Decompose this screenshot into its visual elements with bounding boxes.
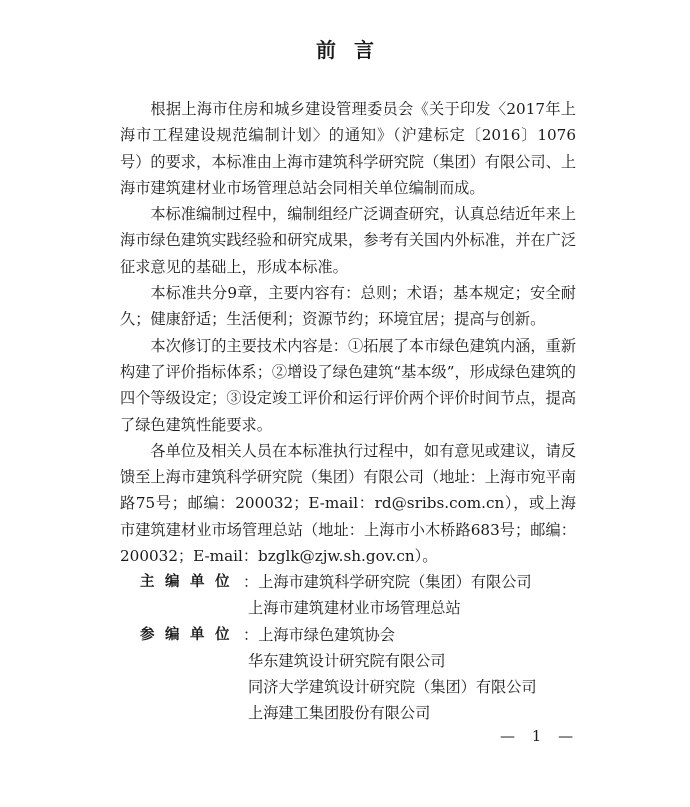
chief-unit-name: 上海市建筑建材业市场管理总站 xyxy=(248,599,461,618)
paragraph-background: 根据上海市住房和城乡建设管理委员会《关于印发〈2017年上海市工程建设规范编制计划〉的通知》（沪建标定〔2016〕1076号）的要求，本标准由上海市建筑科学研究院（集团）有限公司、上海市建筑建材业市场管理总站会同相关单位编制而成。 xyxy=(120,100,576,197)
page-number: — 1 — xyxy=(500,727,580,745)
chief-unit-name: 上海市建筑科学研究院（集团）有限公司 xyxy=(258,573,532,591)
chief-units-colon: ： xyxy=(243,573,259,591)
chief-units xyxy=(140,569,580,622)
paragraph-feedback: 各单位及相关人员在本标准执行过程中，如有意见或建议，请反馈至上海市建筑科学研究院（集团）有限公司（地址：上海市宛平南路75号；邮编：200032；E-mail：rd@sribs.com.cn），或上海市建筑建材业市场管理总站（地址：上海市小木桥路683号；邮编：200032；E-mail：bzglk@zjw.sh.gov.cn）。 xyxy=(120,441,576,566)
participating-units-colon: ： xyxy=(243,625,259,644)
participating-unit-row xyxy=(140,674,580,700)
paragraph-contents: 本标准共分9章，主要内容有：总则；术语；基本规定；安全耐久；健康舒适；生活便利；资源节约；环境宜居；提高与创新。 xyxy=(120,284,576,329)
participating-units-label: 参 编 单 位 xyxy=(140,626,230,643)
chief-unit-row xyxy=(140,595,580,621)
participating-units xyxy=(140,622,580,727)
participating-unit-name: 同济大学建筑设计研究院（集团）有限公司 xyxy=(248,678,537,697)
participating-unit-name: 上海市绿色建筑协会 xyxy=(258,625,395,644)
participating-unit-row xyxy=(140,648,580,674)
participating-unit-row xyxy=(140,622,580,648)
page-title: 前言 xyxy=(316,38,392,62)
paragraph-process: 本标准编制过程中，编制组经广泛调查研究，认真总结近年来上海市绿色建筑实践经验和研究成果，参考有关国内外标准，并在广泛征求意见的基础上，形成本标准。 xyxy=(120,205,576,276)
paragraph-revisions: 本次修订的主要技术内容是：①拓展了本市绿色建筑内涵，重新构建了评价指标体系；②增设了绿色建筑“基本级”，形成绿色建筑的四个等级设定；③设定竣工评价和运行评价两个评价时间节点，提高了绿色建筑性能要求。 xyxy=(120,336,576,434)
participating-unit-name: 上海建工集团股份有限公司 xyxy=(248,704,431,723)
foreword-body xyxy=(120,96,576,569)
chief-units-label: 主 编 单 位 xyxy=(140,574,230,590)
participating-unit-row xyxy=(140,700,580,726)
participating-unit-name: 华东建筑设计研究院有限公司 xyxy=(248,651,446,670)
units-section xyxy=(140,569,580,727)
chief-unit-row xyxy=(140,569,580,595)
